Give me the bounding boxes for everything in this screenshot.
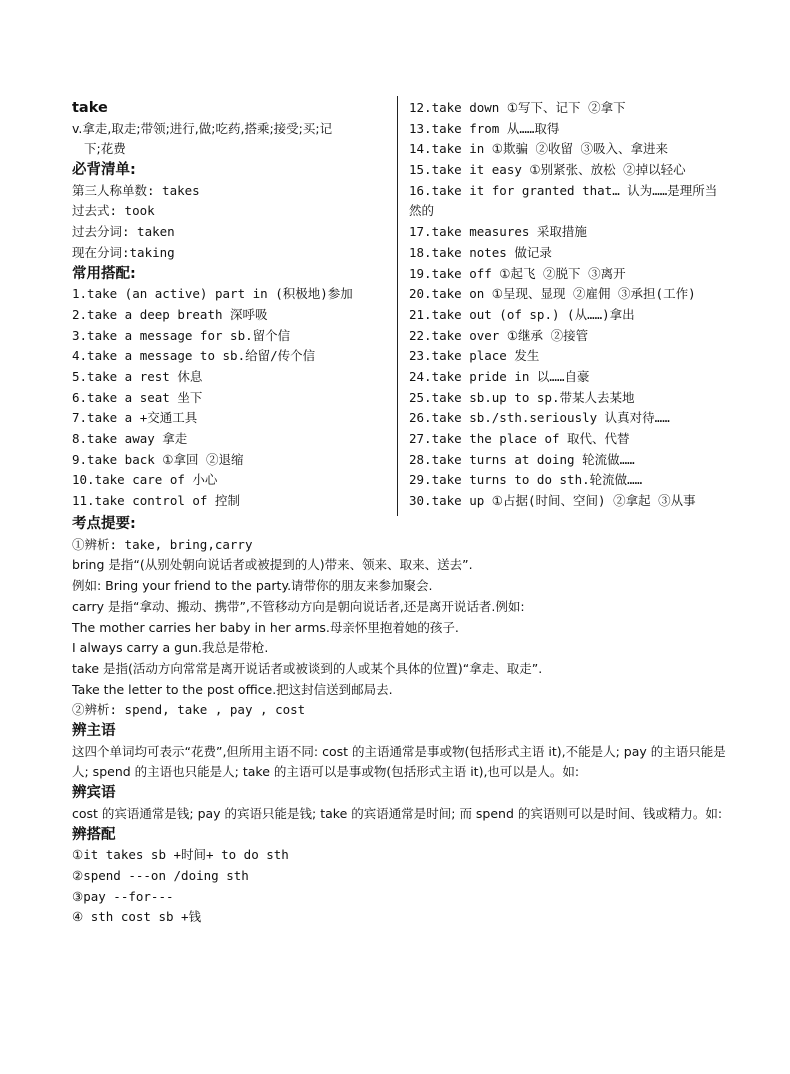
object-heading: 辨宾语: [72, 785, 116, 802]
pattern-4: ④ sth cost sb +钱: [72, 909, 202, 925]
word-title: take: [72, 100, 108, 116]
phrase-10: 10.take care of 小心: [72, 472, 218, 488]
phrase-30: 30.take up ①占据(时间、空间) ②拿起 ③从事: [409, 493, 696, 509]
note-6: I always carry a gun.我总是带枪.: [72, 640, 269, 656]
phrase-29: 29.take turns to do sth.轮流做……: [409, 472, 643, 488]
column-divider: [397, 96, 398, 516]
phrase-21: 21.take out (of sp.) (从……)拿出: [409, 306, 635, 322]
phrase-17: 17.take measures 采取措施: [409, 224, 587, 240]
phrase-19: 19.take off ①起飞 ②脱下 ③离开: [409, 265, 626, 281]
phrase-3: 3.take a message for sb.留个信: [72, 327, 291, 343]
phrase-4: 4.take a message to sb.给留/传个信: [72, 348, 316, 364]
phrase-24: 24.take pride in 以……自豪: [409, 368, 590, 384]
phrase-22: 22.take over ①继承 ②接管: [409, 327, 589, 343]
phrase-25: 25.take sb.up to sp.带某人去某地: [409, 389, 635, 405]
note-7: take 是指(活动方向常常是离开说话者或被谈到的人或某个具体的位置)“拿走、取走”.: [72, 660, 543, 676]
phrase-7: 7.take a +交通工具: [72, 410, 198, 426]
phrase-8: 8.take away 拿走: [72, 431, 188, 446]
note-2: bring 是指“(从别处朝向说话者或被提到的人)带来、领来、取来、送去”.: [72, 557, 473, 573]
pattern-2: ②spend ---on /doing sth: [72, 867, 249, 883]
phrase-18: 18.take notes 做记录: [409, 244, 552, 260]
phrase-23: 23.take place 发生: [409, 348, 540, 364]
note-9: ②辨析: spend, take , pay , cost: [72, 702, 306, 718]
pattern-3: ③pay --for---: [72, 888, 174, 904]
phrase-15: 15.take it easy ①别紧张、放松 ②掉以轻心: [409, 162, 686, 178]
phrase-20: 20.take on ①呈现、显现 ②雇佣 ③承担(工作): [409, 286, 696, 302]
phrase-1: 1.take (an active) part in (积极地)参加: [72, 286, 353, 302]
subject-heading: 辨主语: [72, 723, 116, 740]
points-heading: 考点提要:: [72, 516, 136, 532]
collocation-heading: 辨搭配: [72, 826, 116, 843]
right-column: [409, 98, 729, 512]
must-know-heading: 必背清单:: [72, 162, 136, 179]
definition-continued: 下;花费: [84, 141, 126, 157]
phrase-11: 11.take control of 控制: [72, 493, 240, 509]
phrase-5: 5.take a rest 休息: [72, 368, 203, 384]
note-5: The mother carries her baby in her arms.母亲怀里抱着她的孩子.: [72, 619, 459, 635]
left-column: [72, 98, 390, 512]
note-1: ①辨析: take, bring,carry: [72, 536, 253, 552]
object-text: cost 的宾语通常是钱; pay 的宾语只能是钱; take 的宾语通常是时间; 而 spend 的宾语则可以是时间、钱或精力。如:: [72, 805, 723, 821]
pattern-1: ①it takes sb +时间+ to do sth: [72, 847, 289, 863]
definition: v.拿走,取走;带领;进行,做;吃药,搭乘;接受;买;记: [72, 120, 333, 136]
form-past-tense: 过去式: took: [72, 203, 155, 219]
phrase-13: 13.take from 从……取得: [409, 120, 560, 136]
form-past-participle: 过去分词: taken: [72, 224, 175, 240]
form-present-participle: 现在分词:taking: [72, 244, 175, 260]
phrase-6: 6.take a seat 坐下: [72, 389, 203, 405]
points-section: [72, 514, 732, 928]
note-3: 例如: Bring your friend to the party.请带你的朋友来参加聚会.: [72, 578, 433, 594]
subject-text: 这四个单词均可表示“花费”,但所用主语不同: cost 的主语通常是事或物(包括形式主语 it),不能是人; pay 的主语只能是人; spend 的主语也只能是人; take 的主语可以是事或物(包括形式主语 it),也可以是人。如:: [72, 743, 726, 780]
phrase-2: 2.take a deep breath 深呼吸: [72, 306, 268, 322]
phrase-28: 28.take turns at doing 轮流做……: [409, 451, 635, 467]
phrase-16: 16.take it for granted that… 认为……是理所当: [409, 182, 718, 198]
phrase-27: 27.take the place of 取代、代替: [409, 431, 630, 446]
phrase-9: 9.take back ①拿回 ②退缩: [72, 451, 244, 467]
collocations-heading: 常用搭配:: [72, 265, 136, 282]
phrase-26: 26.take sb./sth.seriously 认真对待……: [409, 410, 670, 426]
phrase-12: 12.take down ①写下、记下 ②拿下: [409, 100, 626, 115]
note-8: Take the letter to the post office.把这封信送到邮局去.: [72, 681, 393, 697]
form-third-person: 第三人称单数: takes: [72, 182, 200, 198]
phrase-16-continued: 然的: [409, 203, 435, 219]
phrase-14: 14.take in ①欺骗 ②收留 ③吸入、拿进来: [409, 141, 669, 157]
note-4: carry 是指“拿动、搬动、携带”,不管移动方向是朝向说话者,还是离开说话者.例如:: [72, 598, 525, 614]
